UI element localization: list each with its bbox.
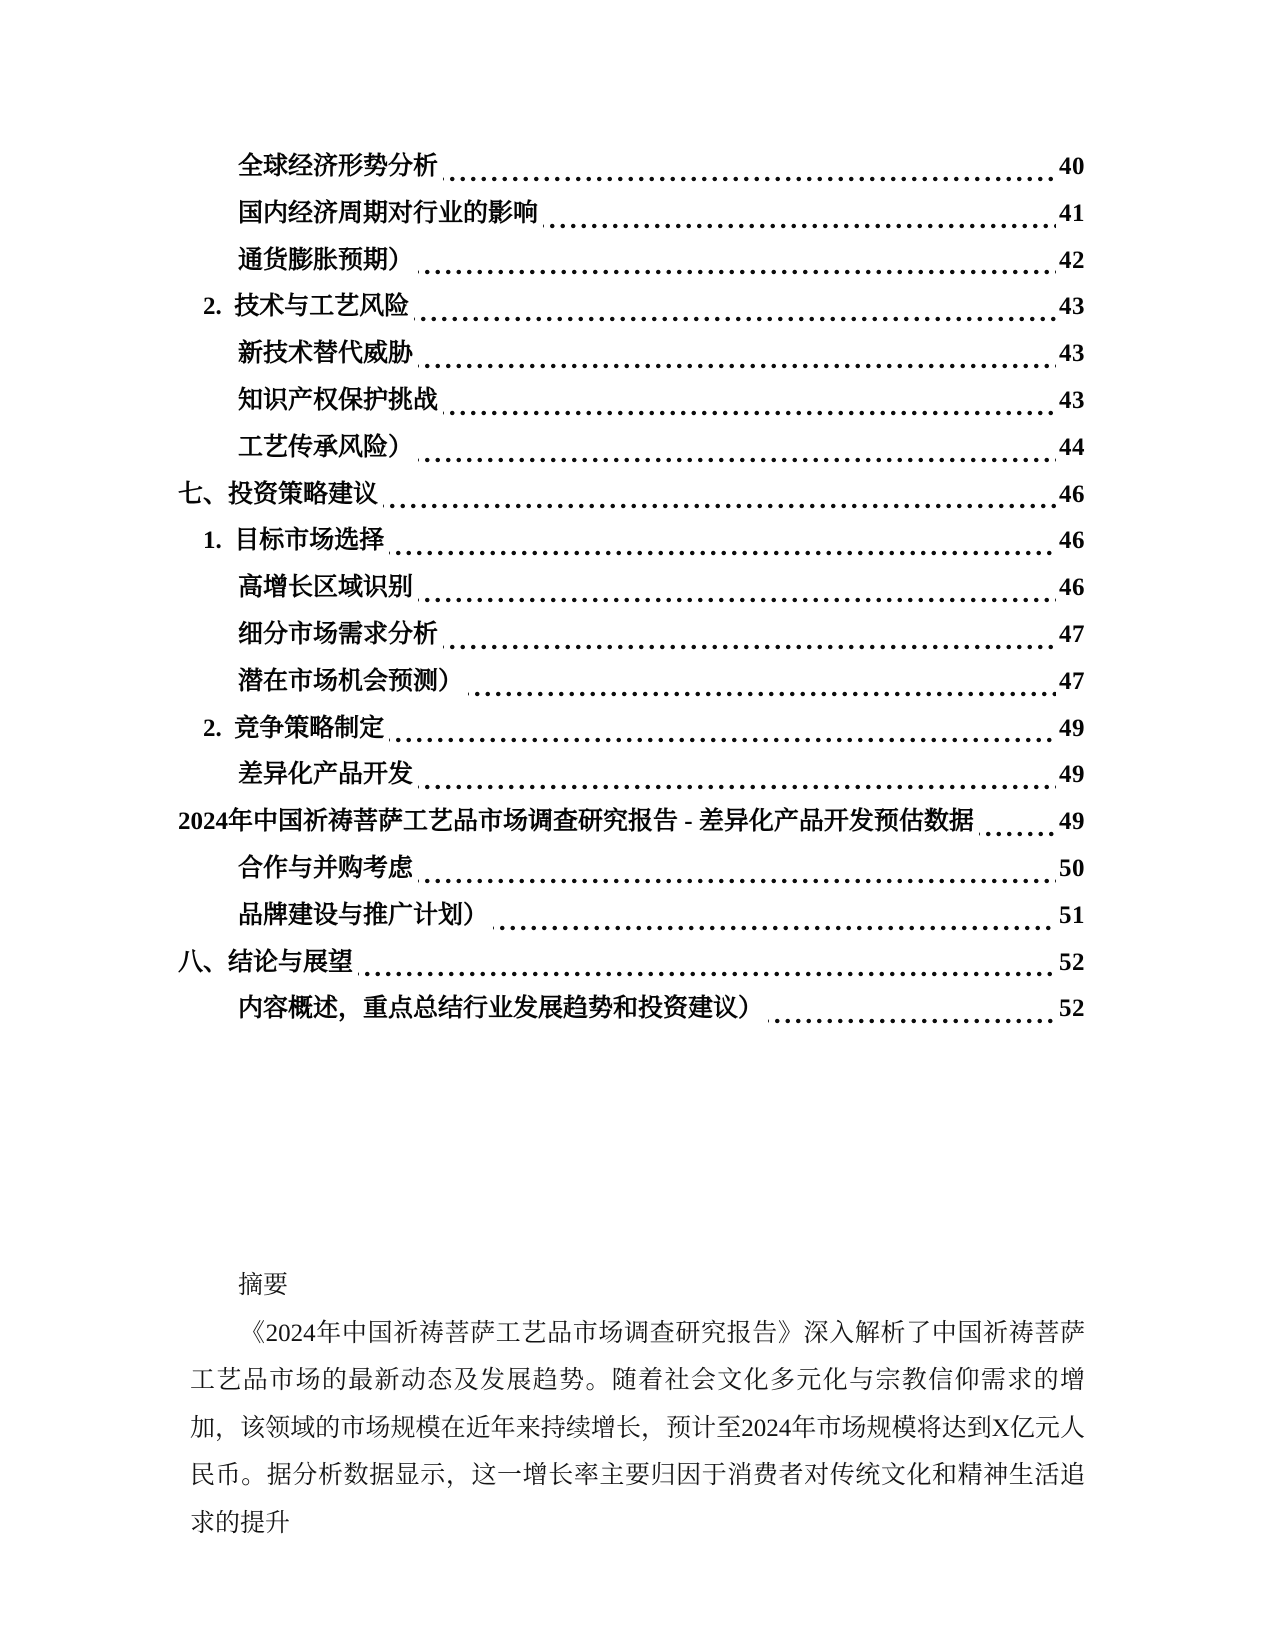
- toc-dot-leader: [383, 474, 1056, 521]
- toc-entry-page-number: 47: [1059, 620, 1085, 648]
- toc-entry-title: 2. 竞争策略制定: [203, 714, 385, 742]
- toc-entry[interactable]: [178, 942, 1085, 989]
- toc-entry[interactable]: [178, 848, 1085, 895]
- toc-entry[interactable]: [178, 520, 1085, 567]
- toc-entry[interactable]: [178, 895, 1085, 942]
- toc-entry-page-number: 46: [1059, 527, 1085, 555]
- toc-dot-leader: [768, 988, 1056, 1035]
- toc-entry-page-number: 49: [1059, 714, 1085, 742]
- toc-entry-page-number: 49: [1059, 761, 1085, 789]
- toc-dot-leader: [979, 801, 1056, 848]
- toc-entry[interactable]: [178, 286, 1085, 333]
- toc-entry-page-number: 51: [1059, 901, 1085, 929]
- toc-entry[interactable]: [178, 708, 1085, 755]
- toc-entry[interactable]: [178, 193, 1085, 240]
- toc-entry-title: 2024年中国祈祷菩萨工艺品市场调查研究报告 - 差异化产品开发预估数据: [178, 808, 974, 836]
- toc-entry-page-number: 41: [1059, 199, 1085, 227]
- table-of-contents: [178, 146, 1085, 1035]
- toc-dot-leader: [389, 708, 1056, 755]
- toc-entry-page-number: 52: [1059, 995, 1085, 1023]
- toc-dot-leader: [418, 333, 1056, 380]
- toc-entry-page-number: 44: [1059, 433, 1085, 461]
- toc-entry[interactable]: [178, 754, 1085, 801]
- toc-entry-title: 全球经济形势分析: [238, 153, 439, 180]
- toc-entry-page-number: 40: [1059, 153, 1085, 180]
- toc-entry[interactable]: [178, 427, 1085, 474]
- toc-entry-title: 工艺传承风险）: [238, 433, 414, 461]
- toc-dot-leader: [418, 567, 1056, 614]
- toc-entry[interactable]: [178, 614, 1085, 661]
- toc-entry-page-number: 50: [1059, 854, 1085, 882]
- toc-entry[interactable]: [178, 380, 1085, 427]
- toc-entry-title: 细分市场需求分析: [238, 620, 439, 648]
- toc-entry-title: 通货膨胀预期）: [238, 246, 414, 274]
- toc-entry-page-number: 46: [1059, 574, 1085, 602]
- toc-entry[interactable]: [178, 240, 1085, 287]
- toc-entry[interactable]: [178, 333, 1085, 380]
- toc-entry-title: 知识产权保护挑战: [238, 386, 439, 414]
- toc-dot-leader: [418, 240, 1056, 287]
- toc-entry-page-number: 43: [1059, 293, 1085, 321]
- toc-dot-leader: [468, 661, 1056, 708]
- abstract-section: [190, 1262, 1085, 1548]
- toc-dot-leader: [443, 380, 1056, 427]
- toc-entry[interactable]: [178, 988, 1085, 1035]
- toc-entry-page-number: 43: [1059, 386, 1085, 414]
- toc-dot-leader: [389, 520, 1056, 567]
- toc-entry-title: 潜在市场机会预测）: [238, 667, 464, 695]
- abstract-heading: 摘要: [238, 1272, 289, 1299]
- toc-entry-page-number: 49: [1059, 808, 1085, 836]
- toc-entry-page-number: 43: [1059, 340, 1085, 368]
- toc-entry-page-number: 52: [1059, 948, 1085, 976]
- toc-dot-leader: [418, 754, 1056, 801]
- toc-entry[interactable]: [178, 474, 1085, 521]
- abstract-paragraph: 《2024年中国祈祷菩萨工艺品市场调查研究报告》深入解析了中国祈祷菩萨工艺品市场的最新动态及发展趋势。随着社会文化多元化与宗教信仰需求的增加，该领域的市场规模在近年来持续增长，预计至2024年市场规模将达到X亿元人民币。据分析数据显示，这一增长率主要归因于消费者对传统文化和精神生活追求的提升: [190, 1319, 1085, 1537]
- toc-dot-leader: [443, 614, 1056, 661]
- toc-entry-title: 品牌建设与推广计划）: [238, 901, 489, 929]
- toc-entry[interactable]: [178, 801, 1085, 848]
- toc-entry-title: 差异化产品开发: [238, 761, 414, 789]
- toc-entry[interactable]: [178, 661, 1085, 708]
- toc-entry[interactable]: [178, 146, 1085, 193]
- toc-entry-title: 内容概述，重点总结行业发展趋势和投资建议）: [238, 995, 764, 1023]
- toc-dot-leader: [443, 146, 1056, 193]
- toc-dot-leader: [418, 848, 1056, 895]
- toc-entry[interactable]: [178, 567, 1085, 614]
- toc-dot-leader: [493, 895, 1056, 942]
- toc-entry-title: 2. 技术与工艺风险: [203, 293, 410, 321]
- toc-entry-title: 七、投资策略建议: [178, 480, 379, 508]
- toc-dot-leader: [414, 286, 1056, 333]
- toc-entry-title: 新技术替代威胁: [238, 340, 414, 368]
- toc-entry-title: 高增长区域识别: [238, 574, 414, 602]
- toc-entry-title: 国内经济周期对行业的影响: [238, 199, 539, 227]
- toc-entry-page-number: 46: [1059, 480, 1085, 508]
- toc-dot-leader: [358, 942, 1056, 989]
- toc-entry-title: 八、结论与展望: [178, 948, 354, 976]
- toc-entry-title: 1. 目标市场选择: [203, 527, 385, 555]
- toc-dot-leader: [418, 427, 1056, 474]
- toc-entry-title: 合作与并购考虑: [238, 854, 414, 882]
- toc-entry-page-number: 42: [1059, 246, 1085, 274]
- toc-dot-leader: [543, 193, 1056, 240]
- toc-entry-page-number: 47: [1059, 667, 1085, 695]
